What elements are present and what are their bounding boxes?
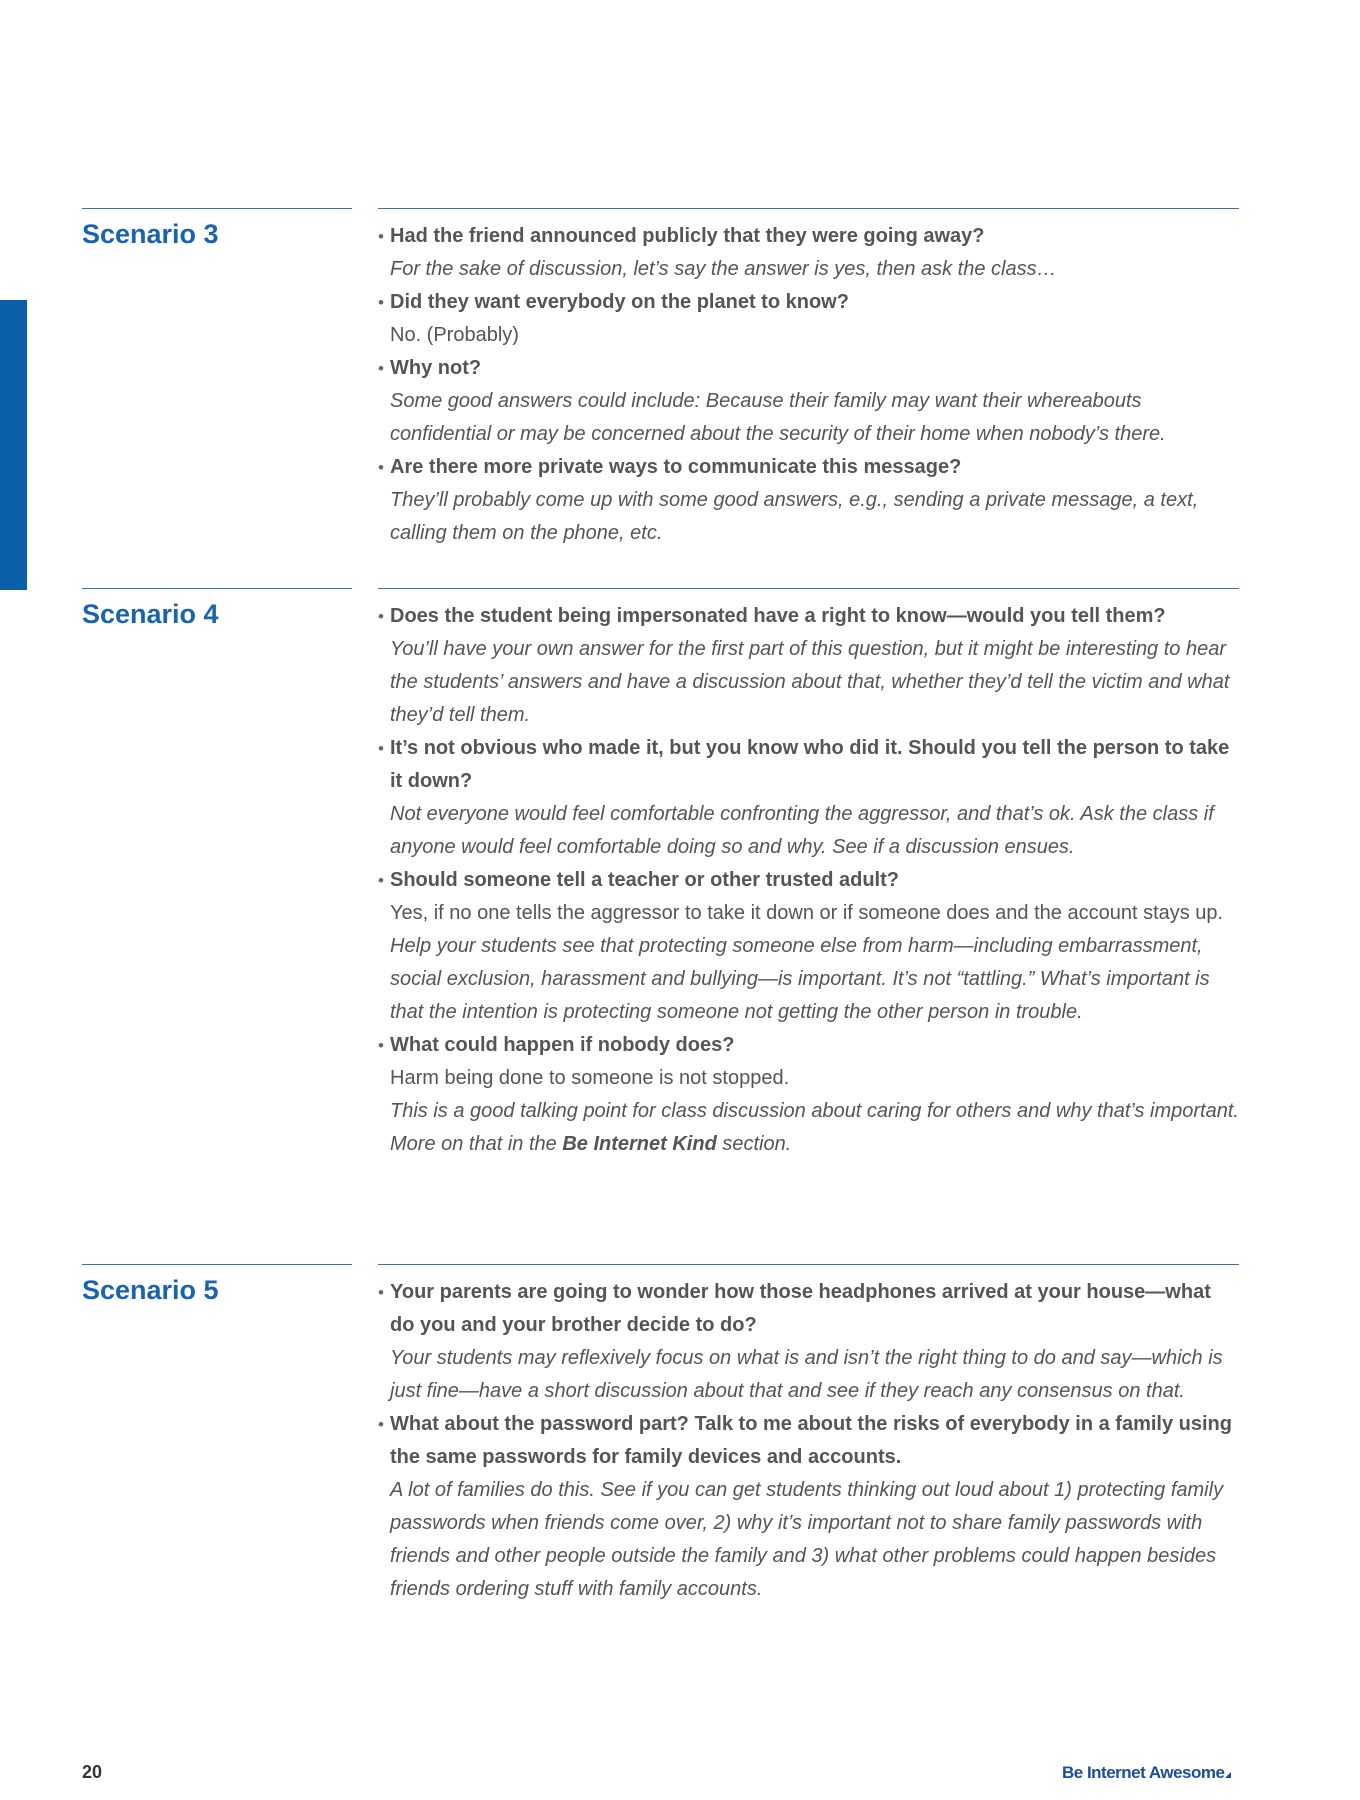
answer-text: Not everyone would feel comfortable confronting the aggressor, and that’s ok. Ask the class if anyone would feel comfortable doing so and why. See if a discussion ensues. — [390, 803, 1214, 858]
brand-triangle-icon — [1225, 1772, 1231, 1778]
answer-text: Harm being done to someone is not stopped. — [390, 1067, 790, 1089]
answer-text: No. (Probably) — [390, 324, 519, 346]
question-text: What about the password part? Talk to me about the risks of everybody in a family using the same passwords for family devices and accounts. — [390, 1413, 1232, 1468]
brand-logo — [1062, 1763, 1231, 1783]
scenario-title: Scenario 4 — [82, 599, 219, 629]
question-item — [378, 1276, 1239, 1408]
bullet-icon: • — [378, 871, 384, 890]
answer-text: They’ll probably come up with some good answers, e.g., sending a private message, a text, calling them on the phone, etc. — [390, 489, 1199, 544]
question-item — [378, 732, 1239, 864]
question-item — [378, 1408, 1239, 1606]
bullet-icon: • — [378, 1415, 384, 1434]
scenario-label-column — [82, 208, 352, 251]
answer-text: Your students may reflexively focus on what is and isn’t the right thing to do and say—which is just fine—have a short discussion about that and see if they reach any consensus on that. — [390, 1347, 1223, 1402]
question-item — [378, 352, 1239, 451]
question-item — [378, 286, 1239, 352]
scenario-content — [378, 1264, 1239, 1606]
answer-text: For the sake of discussion, let’s say the answer is yes, then ask the class… — [390, 258, 1057, 280]
bullet-icon: • — [378, 359, 384, 378]
question-item — [378, 1029, 1239, 1161]
question-text: Does the student being impersonated have a right to know—would you tell them? — [390, 605, 1166, 627]
scenario-label-column — [82, 1264, 352, 1307]
bullet-icon: • — [378, 1283, 384, 1302]
question-text: Did they want everybody on the planet to know? — [390, 291, 849, 313]
question-text: Had the friend announced publicly that they were going away? — [390, 225, 985, 247]
question-text: Your parents are going to wonder how those headphones arrived at your house—what do you and your brother decide to do? — [390, 1281, 1211, 1336]
page-number: 20 — [82, 1762, 103, 1782]
section-reference: Be Internet Kind — [562, 1133, 717, 1155]
answer-text: Help your students see that protecting someone else from harm—including embarrassment, social exclusion, harassment and bullying—is important. It’s not “tattling.” What’s important is that the intention is protecting someone not getting the other person in trouble. — [390, 935, 1210, 1023]
answer-text — [390, 1095, 1239, 1161]
brand-text: Be Internet Awesome — [1062, 1763, 1225, 1782]
answer-text-part: This is a good talking point for class discussion about caring for others and why that’s important. More on that in the — [390, 1100, 1239, 1155]
question-text: Should someone tell a teacher or other trusted adult? — [390, 869, 899, 891]
question-item — [378, 451, 1239, 550]
scenario-label-column — [82, 588, 352, 631]
bullet-icon: • — [378, 607, 384, 626]
bullet-icon: • — [378, 739, 384, 758]
question-item — [378, 220, 1239, 286]
bullet-icon: • — [378, 293, 384, 312]
question-text: What could happen if nobody does? — [390, 1034, 735, 1056]
bullet-icon: • — [378, 1036, 384, 1055]
answer-text: You’ll have your own answer for the first part of this question, but it might be interesting to hear the students’ answers and have a discussion about that, whether they’d tell the victim and what they’d tell them. — [390, 638, 1230, 726]
question-text: Are there more private ways to communicate this message? — [390, 456, 962, 478]
answer-text: Yes, if no one tells the aggressor to take it down or if someone does and the account stays up. — [390, 902, 1224, 924]
question-item — [378, 600, 1239, 732]
scenario-content — [378, 208, 1239, 550]
side-accent-bar — [0, 300, 27, 590]
answer-text-part: section. — [716, 1133, 792, 1155]
scenario-content — [378, 588, 1239, 1161]
answer-text: A lot of families do this. See if you can get students thinking out loud about 1) protecting family passwords when friends come over, 2) why it’s important not to share family passwords with friends and other people outside the family and 3) what other problems could happen besides friends ordering stuff with family accounts. — [390, 1479, 1224, 1600]
scenario-title: Scenario 3 — [82, 219, 219, 249]
bullet-icon: • — [378, 458, 384, 477]
question-text: Why not? — [390, 357, 482, 379]
question-text: It’s not obvious who made it, but you know who did it. Should you tell the person to take it down? — [390, 737, 1230, 792]
question-item — [378, 864, 1239, 1029]
answer-text: Some good answers could include: Because their family may want their whereabouts confidential or may be concerned about the security of their home when nobody’s there. — [390, 390, 1166, 445]
bullet-icon: • — [378, 227, 384, 246]
scenario-title: Scenario 5 — [82, 1275, 219, 1305]
